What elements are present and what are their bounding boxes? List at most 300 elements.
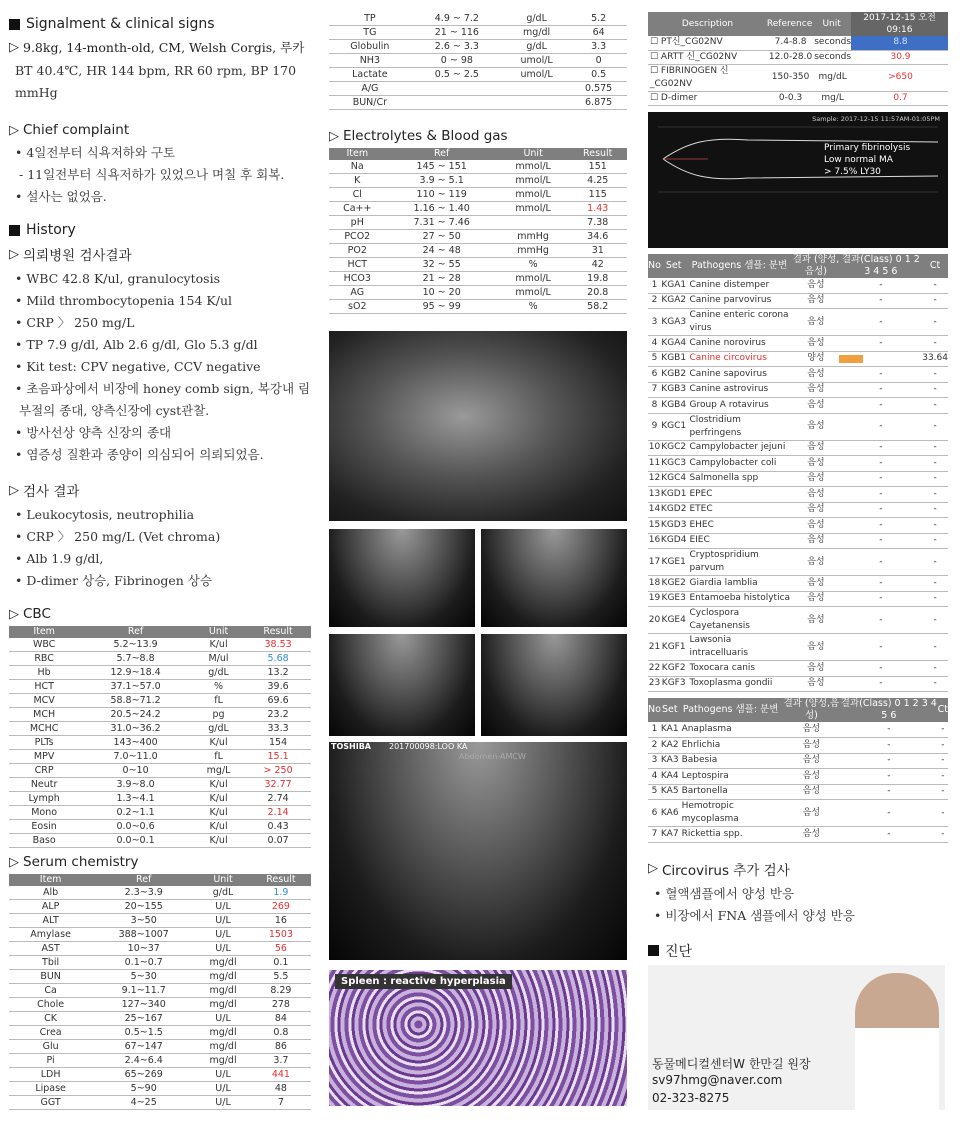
histo-label: Spleen : reactive hyperplasia (335, 974, 512, 989)
table-cell: K/ul (192, 834, 245, 848)
table-cell: GGT (9, 1096, 92, 1110)
table-row (9, 886, 311, 900)
table-cell: RBC (9, 652, 79, 666)
table-cell: 48 (251, 1082, 311, 1096)
table-cell: 7.38 (568, 216, 627, 230)
table-cell: 0 ~ 98 (411, 54, 503, 68)
pathogen-cell: Campylobacter coli (686, 456, 792, 472)
pathogen-cell: KGC2 (661, 440, 687, 456)
pathogen-cell: - (839, 502, 922, 518)
pathogen-cell: 음성 (792, 367, 839, 383)
pathogen-cell: - (840, 800, 938, 827)
circo-item: • 혈액샘플에서 양성 반응 (654, 885, 795, 901)
col-header: Result (245, 626, 311, 638)
table-row (329, 202, 627, 216)
col-header: Result (568, 148, 627, 160)
table-cell: % (498, 258, 569, 272)
pathogen-cell: 음성 (783, 784, 840, 800)
pathogen-cell: 음성 (792, 471, 839, 487)
table-cell: mg/L (192, 764, 245, 778)
teg-graph (648, 112, 948, 248)
electro-heading: ▷ Electrolytes & Blood gas (329, 128, 627, 144)
table-cell: CRP (9, 764, 79, 778)
table-cell: mmol/L (498, 286, 569, 300)
table-cell: 7 (251, 1096, 311, 1110)
pathogen-cell: KA3 (661, 753, 679, 769)
pathogen-cell: - (839, 634, 922, 661)
table-cell: HCO3 (329, 272, 386, 286)
pathogen-cell: KGA2 (661, 293, 687, 309)
pathogen-cell: 22 (648, 661, 661, 677)
pathogen-col-header: 결과 (양성,음성) (792, 253, 840, 277)
pathogen-cell: - (938, 753, 948, 769)
pathogen-cell: - (839, 309, 922, 336)
pathogen-cell: 6 (648, 800, 661, 827)
pathogen-cell: Salmonella spp (686, 471, 792, 487)
pathogen-cell: 4 (648, 336, 661, 352)
table-cell: 0.1 (251, 956, 311, 970)
pathogen-cell: - (839, 591, 922, 607)
pathogen-row (648, 634, 948, 661)
table-cell: 0.1~0.7 (92, 956, 195, 970)
table-cell: mg/dl (195, 998, 251, 1012)
table-row (9, 914, 311, 928)
table-row (9, 1096, 311, 1110)
table-cell: mg/dl (195, 1054, 251, 1068)
table-row (329, 68, 627, 82)
table-cell: umol/L (503, 68, 570, 82)
table-cell: BUN/Cr (329, 96, 411, 110)
us-header: 201700098:LOO KA (389, 742, 468, 751)
pathogen-cell: KA5 (661, 784, 679, 800)
table-cell: 269 (251, 900, 311, 914)
table-cell: Lipase (9, 1082, 92, 1096)
table-row (329, 286, 627, 300)
pathogen-cell: - (840, 753, 938, 769)
pathogen-cell: - (922, 676, 948, 692)
table-cell: mmol/L (498, 160, 569, 174)
table-cell: 21 ~ 28 (386, 272, 498, 286)
pathogen-cell: KGC1 (661, 413, 687, 440)
table-cell: 5~90 (92, 1082, 195, 1096)
table-cell: TP (329, 12, 411, 26)
table-cell: Lactate (329, 68, 411, 82)
table-cell: mg/dl (195, 970, 251, 984)
pathogen-cell: - (922, 661, 948, 677)
table-row (329, 300, 627, 314)
pathogen-cell: 19 (648, 591, 661, 607)
pathogen-cell: Canine distemper (686, 278, 792, 294)
pathogen-cell: 3 (648, 753, 661, 769)
coag-col-header: Reference (767, 12, 812, 36)
pathogen-cell: 음성 (783, 827, 840, 843)
pathogen-row (648, 827, 948, 843)
pathogen-cell: 양성 (792, 351, 839, 367)
coag-cell: 0.7 (851, 91, 948, 105)
table-row (9, 998, 311, 1012)
pathogen-cell: - (839, 336, 922, 352)
table-cell: U/L (195, 914, 251, 928)
coag-cell: 7.4-8.8 (767, 36, 812, 50)
pathogen-cell: - (922, 533, 948, 549)
table-cell: Amylase (9, 928, 92, 942)
pathogen-row (648, 502, 948, 518)
pathogen-cell: 음성 (792, 293, 839, 309)
table-cell: g/dL (192, 722, 245, 736)
pathogen-cell: 33.64 (922, 351, 948, 367)
coag-col-header: 2017-12-15 오전 09:16 (851, 12, 948, 36)
pathogen-cell: KGE2 (661, 576, 687, 592)
ultrasound-main-image (329, 742, 627, 960)
pathogen-cell: - (922, 398, 948, 414)
table-cell: Tbil (9, 956, 92, 970)
right-column (648, 0, 948, 1015)
table-cell: ALP (9, 900, 92, 914)
history1-item: • Kit test: CPV negative, CCV negative (15, 359, 261, 374)
pathogen-cell: 2 (648, 293, 661, 309)
table-cell: 441 (251, 1068, 311, 1082)
table-row (329, 244, 627, 258)
chief-item: • 4일전부터 식욕저하와 구토 (15, 145, 176, 160)
table-row (9, 792, 311, 806)
pathogen-cell: 6 (648, 367, 661, 383)
pathogen-cell: 음성 (792, 591, 839, 607)
pathogen-cell: EPEC (686, 487, 792, 503)
coag-cell: ☐ D-dimer (648, 91, 767, 105)
pathogen-table-1 (648, 254, 948, 693)
left-column (9, 0, 311, 1110)
coag-row (648, 50, 948, 64)
pathogen-cell: KGC3 (661, 456, 687, 472)
pathogen-cell: 음성 (792, 549, 839, 576)
table-cell: 0.43 (245, 820, 311, 834)
pathogen-row (648, 591, 948, 607)
table-cell: 24 ~ 48 (386, 244, 498, 258)
table-cell: 127~340 (92, 998, 195, 1012)
table-cell: 1.16 ~ 1.40 (386, 202, 498, 216)
table-cell: 0.5 ~ 2.5 (411, 68, 503, 82)
coag-cell: 8.8 (851, 36, 948, 50)
pathogen-row (648, 351, 948, 367)
pathogen-cell: KGA4 (661, 336, 687, 352)
pathogen-cell: - (938, 722, 948, 738)
pathogen-col-header: Set (661, 254, 687, 278)
pathogen-cell: - (840, 827, 938, 843)
pathogen-cell: - (922, 471, 948, 487)
table-cell: 34.6 (568, 230, 627, 244)
table-cell: U/L (195, 928, 251, 942)
pathogen-cell: KGD3 (661, 518, 687, 534)
coag-cell: seconds (812, 50, 851, 64)
pathogen-cell: Toxocara canis (686, 661, 792, 677)
table-row (329, 160, 627, 174)
history2-item: • Alb 1.9 g/dl, (15, 551, 104, 566)
pathogen-cell: KGF1 (661, 634, 687, 661)
pathogen-cell: KGE3 (661, 591, 687, 607)
history-heading: History (9, 222, 311, 238)
table-cell: 1.43 (568, 202, 627, 216)
table-cell: HCT (329, 258, 386, 272)
pathogen-row (648, 753, 948, 769)
middle-column (329, 0, 627, 987)
serum-table (9, 874, 311, 1110)
pathogen-row (648, 722, 948, 738)
table-cell: 145 ~ 151 (386, 160, 498, 174)
table-cell: 5.5 (251, 970, 311, 984)
table-row (9, 666, 311, 680)
table-cell: 12.9~18.4 (79, 666, 192, 680)
pathogen-cell: 17 (648, 549, 661, 576)
table-cell: PLTs (9, 736, 79, 750)
table-cell: umol/L (503, 54, 570, 68)
pathogen-cell: - (938, 800, 948, 827)
pathogen-cell: Toxoplasma gondii (686, 676, 792, 692)
history1-item: • 방사선상 양측 신장의 종대 (15, 425, 172, 440)
table-cell: mmHg (498, 244, 569, 258)
table-row (9, 1082, 311, 1096)
pathogen-row (648, 784, 948, 800)
pathogen-cell: - (839, 607, 922, 634)
pathogen-cell: ETEC (686, 502, 792, 518)
pathogen-cell: Cryptospridium parvum (686, 549, 792, 576)
coag-cell: 12.0-28.0 (767, 50, 812, 64)
pathogen-row (648, 487, 948, 503)
table-cell: Alb (9, 886, 92, 900)
col-header: Result (251, 874, 311, 886)
pathogen-cell: Campylobacter jejuni (686, 440, 792, 456)
history1-item: • 초음파상에서 비장에 honey comb sign, 복강내 림 (15, 381, 311, 396)
teg-lines (824, 142, 910, 178)
table-cell: 0.07 (245, 834, 311, 848)
table-cell (498, 216, 569, 230)
table-cell: 5.2~13.9 (79, 638, 192, 652)
table-cell: 31.0~36.2 (79, 722, 192, 736)
pathogen-cell: Babesia (679, 753, 783, 769)
history2-item: • D-dimer 상승, Fibrinogen 상승 (15, 573, 212, 588)
pathogen-row (648, 676, 948, 692)
table-cell: Chole (9, 998, 92, 1012)
col-header: Ref (79, 626, 192, 638)
pathogen-cell: - (922, 576, 948, 592)
pathogen-cell: - (922, 382, 948, 398)
table-cell: K/ul (192, 806, 245, 820)
table-cell: 1503 (251, 928, 311, 942)
table-cell: 0.0~0.6 (79, 820, 192, 834)
table-row (9, 928, 311, 942)
table-cell: 38.53 (245, 638, 311, 652)
table-cell: 1.3~4.1 (79, 792, 192, 806)
pathogen-row (648, 471, 948, 487)
table-cell: 69.6 (245, 694, 311, 708)
pathogen-cell: KGD2 (661, 502, 687, 518)
pathogen-cell: - (922, 502, 948, 518)
pathogen-cell: 15 (648, 518, 661, 534)
pathogen-cell: - (839, 278, 922, 294)
pathogen-cell: - (839, 367, 922, 383)
table-cell: 20~155 (92, 900, 195, 914)
pathogen-row (648, 661, 948, 677)
table-cell: 0.8 (251, 1026, 311, 1040)
table-cell: 67~147 (92, 1040, 195, 1054)
table-row (329, 258, 627, 272)
table-cell: 10~37 (92, 942, 195, 956)
col-header: Item (9, 626, 79, 638)
pathogen-cell: 3 (648, 309, 661, 336)
pathogen-cell: EHEC (686, 518, 792, 534)
pathogen-cell: - (839, 456, 922, 472)
table-cell: 84 (251, 1012, 311, 1026)
table-cell: K (329, 174, 386, 188)
pathogen-cell: 음성 (792, 336, 839, 352)
table-cell: MPV (9, 750, 79, 764)
coag-row (648, 36, 948, 50)
table-row (329, 26, 627, 40)
table-cell: 2.14 (245, 806, 311, 820)
coag-row (648, 64, 948, 91)
pathogen-col-header: 결과(Class) 0 1 2 3 4 5 6 (839, 254, 922, 278)
pathogen-cell: KGC4 (661, 471, 687, 487)
pathogen-cell: - (922, 607, 948, 634)
table-cell: U/L (195, 942, 251, 956)
table-cell: K/ul (192, 736, 245, 750)
pathogen-cell: - (839, 293, 922, 309)
table-row (9, 764, 311, 778)
pathogen-cell: 음성 (792, 440, 839, 456)
pathogen-cell: 음성 (783, 738, 840, 754)
history1-item: • WBC 42.8 K/ul, granulocytosis (15, 271, 220, 286)
table-cell: 37.1~57.0 (79, 680, 192, 694)
pathogen-cell: 23 (648, 676, 661, 692)
table-cell: 5~30 (92, 970, 195, 984)
signalment-heading: Signalment & clinical signs (9, 16, 311, 32)
pathogen-table-2 (648, 698, 948, 843)
table-cell: 16 (251, 914, 311, 928)
table-cell: 5.2 (570, 12, 627, 26)
pathogen-cell: KGD1 (661, 487, 687, 503)
pathogen-cell: - (839, 533, 922, 549)
table-row (329, 40, 627, 54)
table-cell: K/ul (192, 638, 245, 652)
table-cell: pg (192, 708, 245, 722)
pathogen-cell: - (840, 738, 938, 754)
pathogen-cell: - (840, 784, 938, 800)
chief-heading: ▷ Chief complaint (9, 122, 311, 138)
pathogen-cell: KGB4 (661, 398, 687, 414)
pathogen-cell: KGB3 (661, 382, 687, 398)
table-cell: g/dL (503, 40, 570, 54)
pathogen-cell: - (839, 413, 922, 440)
cbc-heading: ▷ CBC (9, 606, 311, 622)
pathogen-cell: Anaplasma (679, 722, 783, 738)
table-cell: Lymph (9, 792, 79, 806)
serum-table-continued (329, 12, 627, 110)
pathogen-cell: 11 (648, 456, 661, 472)
us-brand: TOSHIBA (331, 742, 371, 751)
col-header: Item (9, 874, 92, 886)
ultrasound-image-2 (481, 529, 627, 627)
pathogen-row (648, 309, 948, 336)
table-cell: 7.0~11.0 (79, 750, 192, 764)
pathogen-cell: 5 (648, 351, 661, 367)
table-cell: 4.9 ~ 7.2 (411, 12, 503, 26)
signalment-line1: ▷ 9.8kg, 14-month-old, CM, Welsh Corgis, 루카 (9, 38, 311, 56)
teg-line: Primary fibrinolysis (824, 142, 911, 153)
table-cell: 0.575 (570, 82, 627, 96)
pathogen-cell: - (938, 827, 948, 843)
table-row (9, 1012, 311, 1026)
pathogen-row (648, 398, 948, 414)
pathogen-cell: 1 (648, 278, 661, 294)
table-row (329, 54, 627, 68)
table-cell: 0~10 (79, 764, 192, 778)
table-cell: mmol/L (498, 174, 569, 188)
table-cell: mg/dl (195, 1040, 251, 1054)
pathogen-cell: 음성 (792, 518, 839, 534)
table-cell: 278 (251, 998, 311, 1012)
table-cell: A/G (329, 82, 411, 96)
table-cell: BUN (9, 970, 92, 984)
pathogen-row (648, 576, 948, 592)
author-email: sv97hmg@naver.com (652, 1073, 783, 1087)
pathogen-cell: Bartonella (679, 784, 783, 800)
coag-col-header: Unit (812, 12, 851, 36)
pathogen-cell: 9 (648, 413, 661, 440)
table-row (329, 12, 627, 26)
table-cell: 0 (570, 54, 627, 68)
pathogen-row (648, 336, 948, 352)
pathogen-cell: - (840, 769, 938, 785)
table-cell: mg/dl (195, 956, 251, 970)
table-cell: 23.2 (245, 708, 311, 722)
pathogen-cell: - (839, 661, 922, 677)
pathogen-cell: - (839, 676, 922, 692)
coag-cell: 0-0.3 (767, 91, 812, 105)
class-bar-cell (839, 351, 922, 367)
table-row (9, 708, 311, 722)
pathogen-row (648, 293, 948, 309)
table-cell: U/L (195, 1096, 251, 1110)
table-cell: Baso (9, 834, 79, 848)
table-cell: 58.2 (568, 300, 627, 314)
pathogen-cell: 10 (648, 440, 661, 456)
table-cell (411, 96, 503, 110)
table-row (9, 778, 311, 792)
table-row (329, 96, 627, 110)
ultrasound-image-3 (329, 634, 475, 736)
table-cell: U/L (195, 900, 251, 914)
pathogen-row (648, 738, 948, 754)
us-sub: Abdomen-AMCW (459, 752, 526, 761)
pathogen-cell: - (839, 549, 922, 576)
pathogen-cell: 12 (648, 471, 661, 487)
table-cell: Globulin (329, 40, 411, 54)
pathogen-cell: 18 (648, 576, 661, 592)
pathogen-cell: 14 (648, 502, 661, 518)
table-cell: % (192, 680, 245, 694)
electro-table (329, 148, 627, 314)
table-cell: 2.3~3.9 (92, 886, 195, 900)
table-cell: 86 (251, 1040, 311, 1054)
table-cell: U/L (195, 1082, 251, 1096)
pathogen-cell: Canine enteric corona virus (686, 309, 792, 336)
pathogen-cell: Hemotropic mycoplasma (679, 800, 783, 827)
table-cell (411, 82, 503, 96)
pathogen-cell: 음성 (792, 502, 839, 518)
pathogen-cell: - (922, 591, 948, 607)
pathogen-cell: Group A rotavirus (686, 398, 792, 414)
table-cell: 65~269 (92, 1068, 195, 1082)
table-row (9, 736, 311, 750)
